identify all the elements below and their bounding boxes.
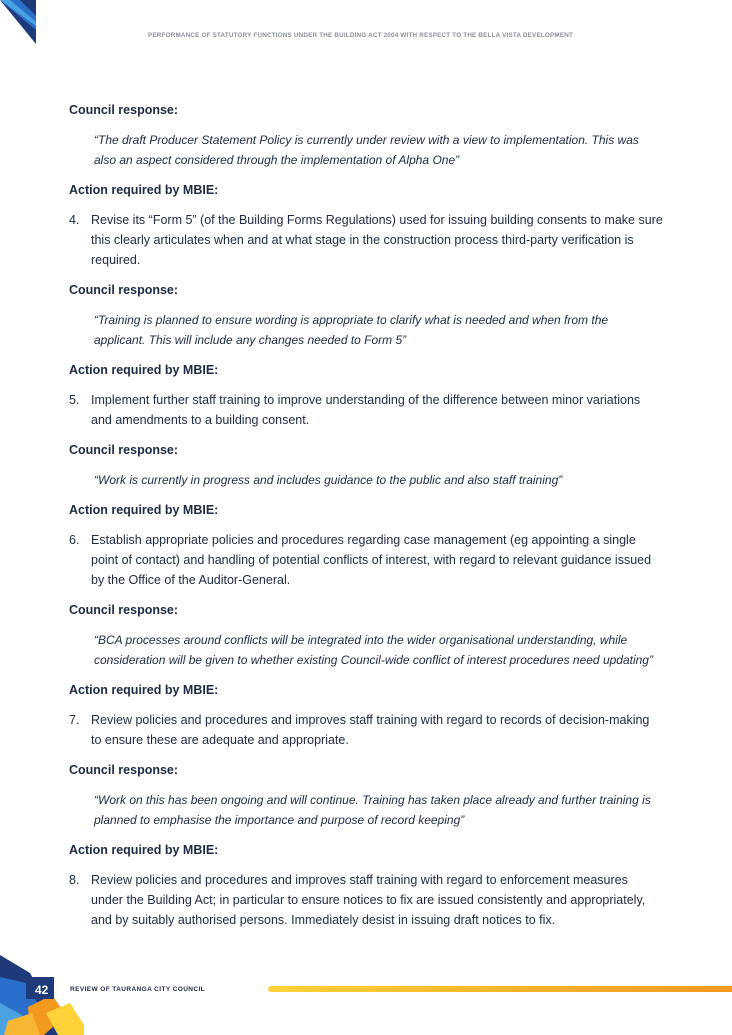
action-item-4 [69, 210, 663, 270]
document-body [69, 100, 669, 940]
council-response-quote: “Work on this has been ongoing and will continue. Training has taken place already and further training is planned to emphasise the importance and purpose of record keeping” [94, 793, 651, 827]
council-response-quote: “Training is planned to ensure wording is appropriate to clarify what is needed and when from the applicant. This will include any changes needed to Form 5” [94, 313, 609, 347]
action-required-heading: Action required by MBIE: [69, 503, 219, 517]
action-text: Revise its “Form 5” (of the Building Forms Regulations) used for issuing building consents to make sure this clearly articulates when and at what stage in the construction process third-party verification is required. [91, 213, 663, 267]
action-text: Review policies and procedures and improves staff training with regard to enforcement measures under the Building Act; in particular to ensure notices to fix are issued consistently and appropriately, and by suitably authorised persons. Immediately desist in issuing draft notices to fix. [91, 873, 646, 927]
action-item-7 [69, 710, 663, 750]
action-required-heading: Action required by MBIE: [69, 843, 219, 857]
council-response-quote: “Work is currently in progress and includes guidance to the public and also staff training” [94, 473, 563, 487]
corner-decoration [0, 0, 36, 44]
running-header: PERFORMANCE OF STATUTORY FUNCTIONS UNDER THE BUILDING ACT 2004 WITH RESPECT TO THE BELLA VISTA DEVELOPMENT [148, 32, 574, 39]
action-required-heading: Action required by MBIE: [69, 683, 219, 697]
page-number: 42 [35, 983, 49, 997]
council-response-quote: “The draft Producer Statement Policy is currently under review with a view to implementation. This was also an aspect considered through the implementation of Alpha One” [94, 133, 639, 167]
action-text: Review policies and procedures and improves staff training with regard to records of decision-making to ensure these are adequate and appropriate. [91, 713, 650, 747]
council-response-heading: Council response: [69, 443, 179, 457]
action-number: 5. [69, 393, 80, 407]
footer-gradient-bar [268, 986, 732, 992]
action-number: 8. [69, 873, 80, 887]
action-item-6 [69, 530, 663, 590]
action-number: 4. [69, 213, 80, 227]
council-response-heading: Council response: [69, 603, 179, 617]
council-response-heading: Council response: [69, 103, 179, 117]
action-number: 6. [69, 533, 80, 547]
action-required-heading: Action required by MBIE: [69, 363, 219, 377]
footer-label: REVIEW OF TAURANGA CITY COUNCIL [70, 986, 206, 993]
action-text: Implement further staff training to improve understanding of the difference between minor variations and amendments to a building consent. [91, 393, 641, 427]
council-response-quote: “BCA processes around conflicts will be integrated into the wider organisational understanding, while consideration will be given to whether existing Council-wide conflict of interest procedures need updating” [94, 633, 653, 667]
action-required-heading: Action required by MBIE: [69, 183, 219, 197]
council-response-heading: Council response: [69, 763, 179, 777]
action-item-5 [69, 390, 663, 430]
action-item-8 [69, 870, 663, 930]
action-number: 7. [69, 713, 80, 727]
council-response-heading: Council response: [69, 283, 179, 297]
action-text: Establish appropriate policies and procedures regarding case management (eg appointing a single point of contact) and handling of potential conflicts of interest, with regard to relevant guidance issued by the Office of the Auditor-General. [91, 533, 652, 587]
